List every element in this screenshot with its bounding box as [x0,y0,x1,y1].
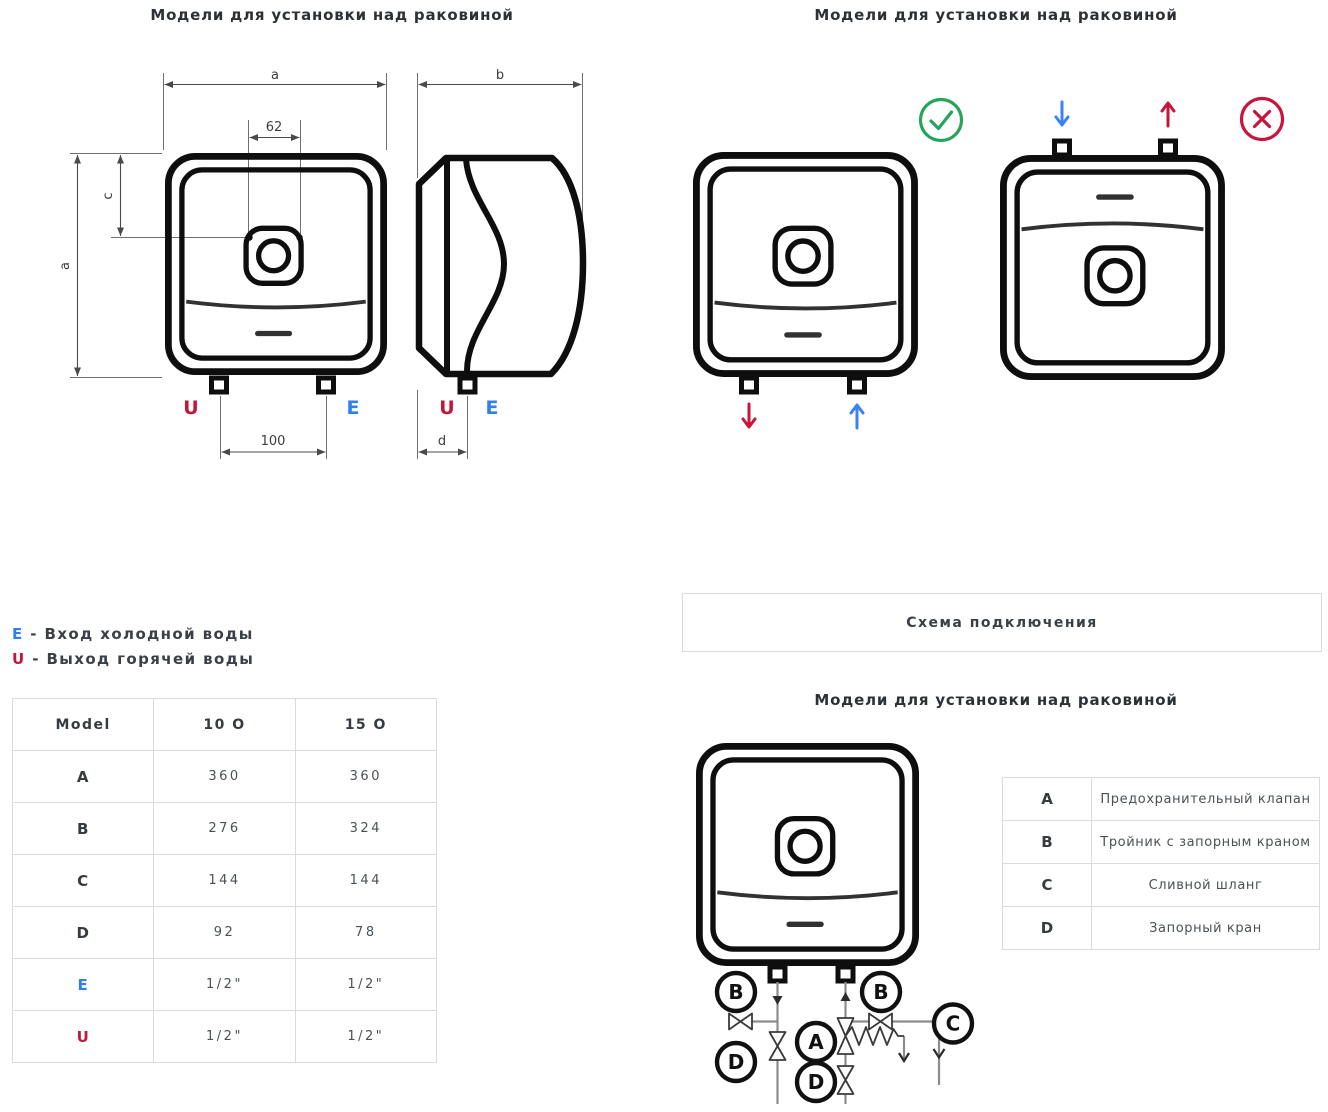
row-a-10o: 360 [154,751,295,803]
callout-b-right: B [873,980,889,1004]
row-u-label: U [13,1011,154,1063]
wrong-stub-right [1161,141,1176,155]
callout-d-right: D [807,1070,825,1094]
row-u-15o: 1/2" [295,1011,436,1063]
bottom-right-title: Модели для установки над раковиной [814,691,1178,709]
row-e-15o: 1/2" [295,959,436,1011]
row-a-15o: 360 [295,751,436,803]
dim-knob-top-label: c [101,192,116,200]
wrong-down-arrow [1056,102,1068,125]
row-c-label: C [13,855,154,907]
cold-in-arrow [851,405,863,428]
component-b-desc: Тройник с запорным краном [1092,821,1320,864]
table-row [13,907,437,959]
top-right-title: Модели для установки над раковиной [814,6,1178,24]
row-b-15o: 324 [295,803,436,855]
heater-wrong-inverted [1003,158,1221,376]
dim-pipe-spacing-label: 100 [260,434,286,449]
heater-front-view [168,156,383,371]
side-stub [460,378,475,392]
dim-depth-label: b [495,68,505,83]
component-row [1003,907,1320,950]
table-row [13,751,437,803]
knob-mount-left [246,234,252,240]
heater-schematic [699,746,915,962]
row-u-10o: 1/2" [154,1011,295,1063]
row-b-label: B [13,803,154,855]
legend-u-letter: U [12,650,26,668]
knob-mount-right [296,234,302,240]
component-b-key: B [1003,821,1092,864]
component-row [1003,778,1320,821]
callout-a: A [808,1030,824,1054]
legend-u-text: - Выход горячей воды [32,650,255,668]
row-e-10o: 1/2" [154,959,295,1011]
row-d-15o: 78 [295,907,436,959]
row-a-label: A [13,751,154,803]
component-d-key: D [1003,907,1092,950]
connection-scheme-label: Схема подключения [906,614,1098,631]
row-c-10o: 144 [154,855,295,907]
component-c-desc: Сливной шланг [1092,864,1320,907]
component-table [1002,777,1320,950]
callout-b-left: B [728,980,744,1004]
component-a-desc: Предохранительный клапан [1092,778,1320,821]
callout-d-left: D [727,1050,745,1074]
correct-outlet-stub [742,378,757,392]
header-10o: 10 O [154,699,295,751]
stop-valve-right [838,1066,854,1080]
outlet-label: U [183,397,199,419]
correct-inlet-stub [850,378,865,392]
orientation-drawing [680,95,1328,440]
dimension-drawing [30,60,630,480]
connection-schematic [690,735,1015,1112]
check-icon [921,100,962,141]
side-outlet-label: U [439,397,455,419]
cross-icon [1242,99,1283,140]
header-15o: 15 O [295,699,436,751]
legend-e-text: - Вход холодной воды [30,625,254,643]
table-row [13,855,437,907]
row-e-label: E [13,959,154,1011]
component-c-key: C [1003,864,1092,907]
wrong-stub-left [1055,141,1070,155]
flow-up-arrow [841,992,851,1001]
pipe-legend [12,622,254,672]
row-d-label: D [13,907,154,959]
flow-down-arrow [773,996,783,1005]
hot-out-arrow [743,404,755,427]
table-row [13,803,437,855]
size-table [12,698,437,1063]
legend-e-letter: E [12,625,24,643]
connection-scheme-button[interactable] [682,593,1322,652]
row-b-10o: 276 [154,803,295,855]
component-row [1003,821,1320,864]
header-model: Model [13,699,154,751]
component-d-desc: Запорный кран [1092,907,1320,950]
wrong-up-arrow [1162,103,1174,126]
dim-height-label: a [58,262,73,270]
table-row [13,1011,437,1063]
dim-pipe-offset-label: d [437,434,447,449]
legend-inlet-line [12,622,254,647]
shutoff-valve-left [729,1014,741,1030]
shutoff-valve-right [869,1014,881,1030]
side-inlet-label: E [485,397,499,419]
top-left-title: Модели для установки над раковиной [150,6,514,24]
safety-valve-spring [846,1027,905,1045]
dim-width-label: a [271,68,279,83]
dim-knob-offset-label: 62 [265,120,283,135]
inlet-label: E [346,397,360,419]
row-d-10o: 92 [154,907,295,959]
callout-c: C [945,1011,961,1036]
table-header-row [13,699,437,751]
component-a-key: A [1003,778,1092,821]
inlet-stub [319,378,334,392]
component-row [1003,864,1320,907]
side-curve [466,159,504,371]
heater-correct [696,155,914,373]
table-row [13,959,437,1011]
outlet-stub [212,378,227,392]
legend-outlet-line [12,647,254,672]
schematic-outlet-stub [770,967,785,981]
schematic-inlet-stub [838,967,853,981]
stop-valve-left [770,1032,786,1046]
row-c-15o: 144 [295,855,436,907]
